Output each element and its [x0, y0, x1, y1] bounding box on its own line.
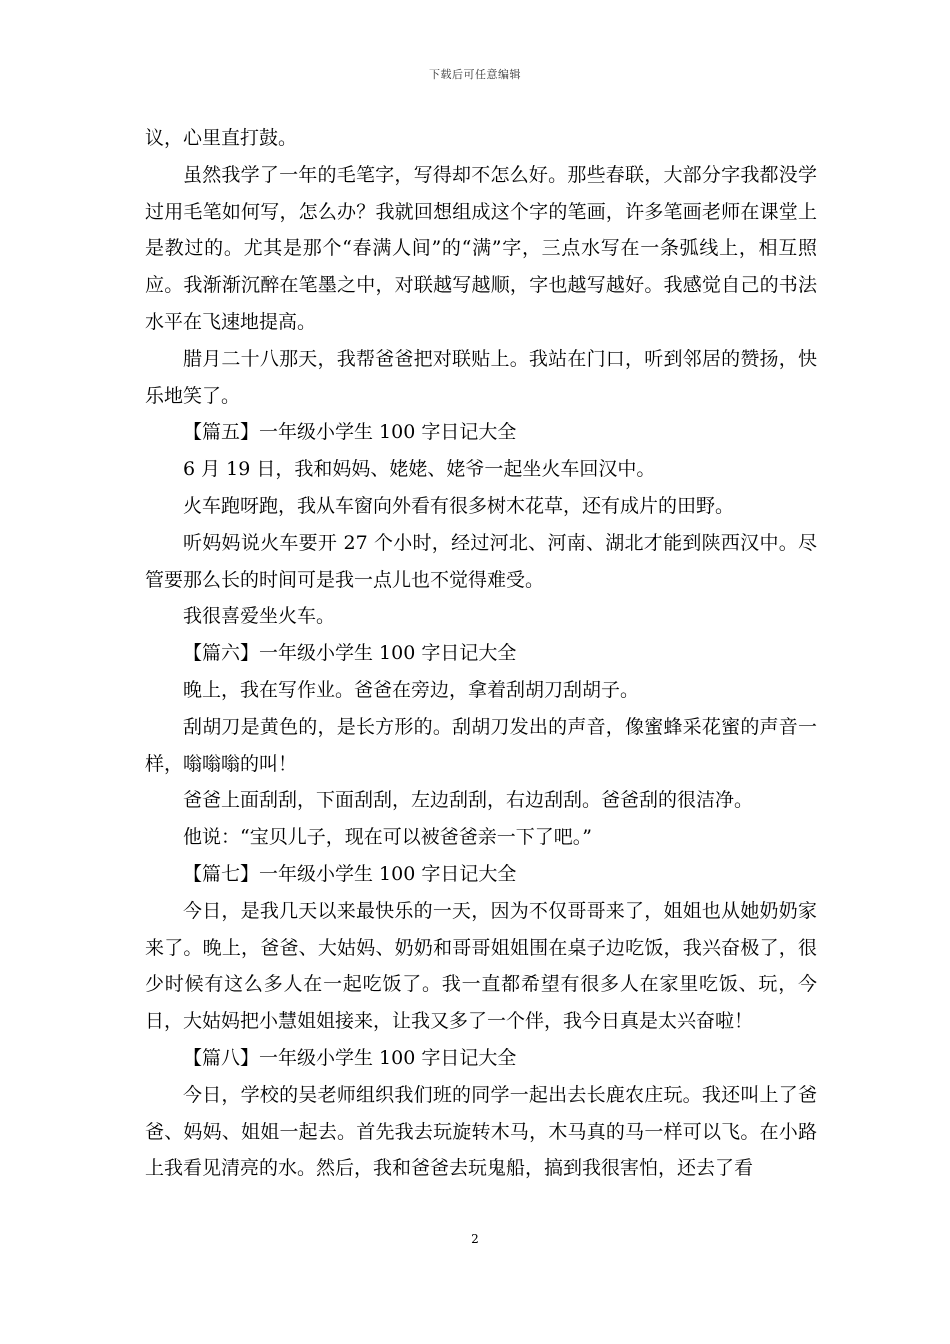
paragraph: 火车跑呀跑，我从车窗向外看有很多树木花草，还有成片的田野。 [183, 494, 735, 517]
paragraph: 6 月 19 日，我和妈妈、姥姥、姥爷一起坐火车回汉中。 [183, 458, 656, 481]
paragraph: 刮胡刀是黄色的，是长方形的。刮胡刀发出的声音，像蜜蜂采花蜜的声音一样，嗡嗡嗡的叫！ [145, 715, 817, 775]
paragraph: 爸爸上面刮刮，下面刮刮，左边刮刮，右边刮刮。爸爸刮的很洁净。 [183, 789, 754, 812]
paragraph: 晚上，我在写作业。爸爸在旁边，拿着刮胡刀刮胡子。 [183, 678, 640, 701]
section-heading: 【篇五】一年级小学生 100 字日记大全 [183, 421, 517, 444]
paragraph: 议，心里直打鼓。 [145, 127, 298, 149]
paragraph: 今日，学校的吴老师组织我们班的同学一起出去长鹿农庄玩。我还叫上了爸爸、妈妈、姐姐一起去。首先我去玩旋转木马，木马真的马一样可以飞。在小路上我看见清亮的水。然后，我和爸爸去玩鬼船，搞到我很害怕，还去了看 [145, 1083, 817, 1180]
paragraph: 今日，是我几天以来最快乐的一天，因为不仅哥哥来了，姐姐也从她奶奶家来了。晚上，爸爸、大姑妈、奶奶和哥哥姐姐围在桌子边吃饭，我兴奋极了，很少时候有这么多人在一起吃饭了。我一直都希望有很多人在家里吃饭、玩，今日，大姑妈把小慧姐姐接来，让我又多了一个伴，我今日真是太兴奋啦！ [145, 899, 817, 1033]
paragraph: 腊月二十八那天，我帮爸爸把对联贴上。我站在门口，听到邻居的赞扬，快乐地笑了。 [145, 347, 817, 407]
paragraph: 虽然我学了一年的毛笔字，写得却不怎么好。那些春联，大部分字我都没学过用毛笔如何写，怎么办？我就回想组成这个字的笔画，许多笔画老师在课堂上是教过的。尤其是那个“春满人间”的“满”字，三点水写在一条弧线上，相互照应。我渐渐沉醉在笔墨之中，对联越写越顺，字也越写越好。我感觉自己的书法水平在飞速地提高。 [145, 163, 817, 333]
page-header: 下载后可任意编辑 [429, 68, 521, 81]
paragraph: 他说：“宝贝儿子，现在可以被爸爸亲一下了吧。” [183, 826, 592, 849]
document-body [145, 120, 817, 1187]
section-heading: 【篇八】一年级小学生 100 字日记大全 [183, 1046, 517, 1069]
section-heading: 【篇六】一年级小学生 100 字日记大全 [183, 642, 517, 665]
paragraph: 听妈妈说火车要开 27 个小时，经过河北、河南、湖北才能到陕西汉中。尽管要那么长的时间可是我一点儿也不觉得难受。 [145, 531, 817, 591]
paragraph: 我很喜爱坐火车。 [183, 605, 336, 628]
section-heading: 【篇七】一年级小学生 100 字日记大全 [183, 862, 517, 885]
page-number: 2 [471, 1232, 479, 1246]
